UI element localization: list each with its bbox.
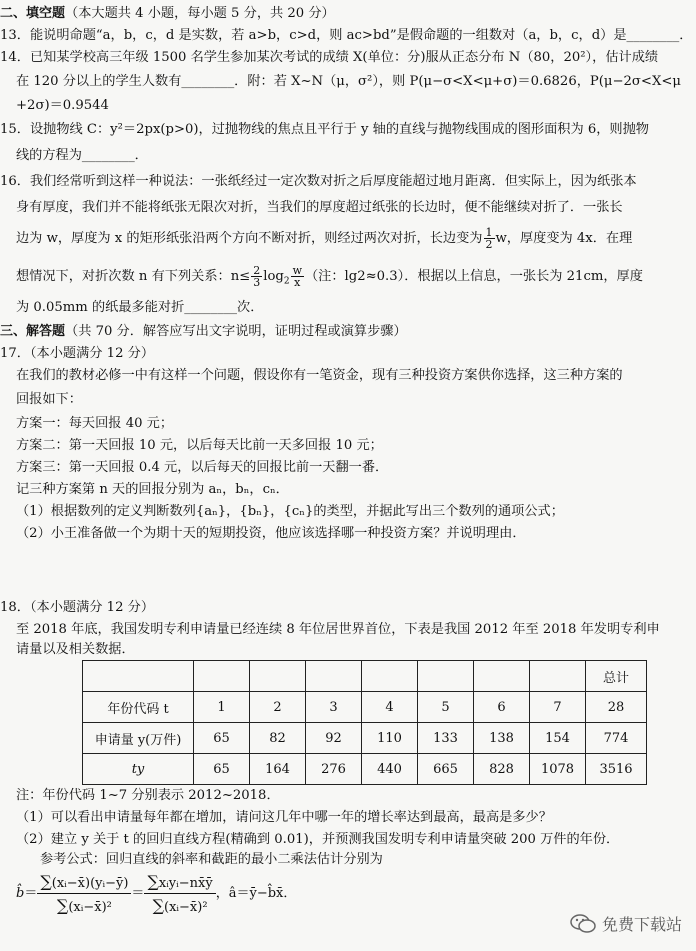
table-cell: 5 xyxy=(418,692,474,723)
patent-data-table xyxy=(82,660,647,785)
frac-denominator: 2 xyxy=(485,238,493,251)
q18-line1: 至 2018 年底，我国发明专利申请量已经连续 8 年位居世界首位，下表是我国 2012 年至 2018 年发明专利申 xyxy=(16,622,660,637)
equals: ＝ xyxy=(24,886,38,901)
table-cell-total: 28 xyxy=(586,692,647,723)
q16-log: log xyxy=(263,269,284,284)
q17-plan3: 方案三：第一天回报 0.4 元，以后每天的回报比前一天翻一番． xyxy=(16,460,389,475)
q17-head: 17．（本小题满分 12 分） xyxy=(0,346,155,361)
table-header-total: 总计 xyxy=(586,661,647,692)
frac-denominator: x xyxy=(294,276,301,289)
fraction-covariance xyxy=(37,872,131,915)
q18-sub1: （1）可以看出申请量每年都在增加，请问这几年中哪一年的增长率达到最高，最高是多少？ xyxy=(16,810,552,825)
q16-line2: 身有厚度，我们并不能将纸张无限次对折，当我们的厚度超过纸张的长边时，便不能继续对折了．一张长 xyxy=(16,200,623,215)
formula-tail: ，â＝ȳ−b̂x̄． xyxy=(215,886,297,901)
section2-heading xyxy=(0,4,690,24)
frac-numerator: 1 xyxy=(485,226,493,239)
table-cell: 828 xyxy=(474,754,530,785)
table-cell: 440 xyxy=(362,754,418,785)
table-cell: 164 xyxy=(250,754,306,785)
q17-note: 记三种方案第 n 天的回报分别为 aₙ，bₙ，cₙ． xyxy=(16,482,289,497)
q17-line2: 回报如下： xyxy=(16,392,82,407)
frac-numerator xyxy=(144,872,215,894)
q17-sub2: （2）小王准备做一个为期十天的短期投资，他应该选择哪一种投资方案？并说明理由． xyxy=(16,526,526,541)
q14-line2: 在 120 分以上的学生人数有________．附：若 X~N（μ，σ²），则 P(μ−σ<X<μ+σ)＝0.6826，P(μ−2σ<X<μ xyxy=(16,74,681,89)
table-cell: 3 xyxy=(306,692,362,723)
q16-line4 xyxy=(16,262,696,297)
table-cell: 65 xyxy=(194,754,250,785)
section3-title: 三、解答题 xyxy=(0,324,66,339)
sum-term: (xᵢ−x̄)² xyxy=(164,900,208,915)
table-cell: 6 xyxy=(474,692,530,723)
q18-note: 注：年份代码 1~7 分别表示 2012~2018． xyxy=(16,788,280,803)
table-cell: 1078 xyxy=(530,754,586,785)
frac-numerator xyxy=(37,872,131,894)
q16-line4-a: 想情况下，对折次数 n 有下列关系：n≤ xyxy=(16,269,251,284)
table-cell: 665 xyxy=(418,754,474,785)
table-cell xyxy=(306,661,362,692)
sigma-icon: ∑ xyxy=(56,896,69,915)
frac-denominator: 3 xyxy=(253,276,261,289)
table-cell: 154 xyxy=(530,723,586,754)
b-hat: b̂ xyxy=(16,886,25,901)
fraction-one-half xyxy=(484,227,495,250)
q17-plan1: 方案一：每天回报 40 元； xyxy=(16,416,174,431)
sigma-icon: ∑ xyxy=(152,896,165,915)
table-cell: 110 xyxy=(362,723,418,754)
row-label: 申请量 y(万件) xyxy=(83,723,194,754)
q18-head: 18．（本小题满分 12 分） xyxy=(0,600,155,615)
table-cell: 138 xyxy=(474,723,530,754)
q13-text: 13．能说明命题“a，b，c，d 是实数，若 a>b，c>d，则 ac>bd”是假命题的一组数对（a，b，c，d）是________． xyxy=(0,28,693,43)
q14-line3: +2σ)＝0.9544 xyxy=(16,98,109,113)
table-cell-total: 774 xyxy=(586,723,647,754)
q14-line1: 14．已知某学校高三年级 1500 名学生参加某次考试的成绩 X(单位：分)服从正态分布 N（80，20²），估计成绩 xyxy=(0,50,659,65)
fraction-w-over-x xyxy=(291,265,304,288)
row-label: ty xyxy=(83,754,194,785)
q18-sub2: （2）建立 y 关于 t 的回归直线方程(精确到 0.01)，并预测我国发明专利申请量突破 200 万件的年份． xyxy=(16,832,620,847)
table-cell xyxy=(194,661,250,692)
table-cell: 1 xyxy=(194,692,250,723)
q16-line3 xyxy=(16,224,696,254)
section3-note: （共 70 分．解答应写出文字说明，证明过程或演算步骤） xyxy=(65,324,407,339)
regression-formula xyxy=(16,872,346,947)
table-row xyxy=(83,723,647,754)
q15-line2: 线的方程为________． xyxy=(16,148,148,163)
sum-term: xᵢyᵢ−nx̄ȳ xyxy=(158,876,213,891)
q16-log-base: 2 xyxy=(283,276,290,287)
table-cell xyxy=(362,661,418,692)
table-cell xyxy=(250,661,306,692)
q16-line4-c: （注：lg2≈0.3）．根据以上信息，一张长为 21cm，厚度 xyxy=(305,269,643,284)
table-cell: 4 xyxy=(362,692,418,723)
table-cell xyxy=(83,661,194,692)
frac-numerator: 2 xyxy=(253,264,261,277)
table-cell: 7 xyxy=(530,692,586,723)
frac-denominator xyxy=(144,894,215,915)
frac-numerator: w xyxy=(292,264,302,277)
sigma-icon: ∑ xyxy=(147,872,159,891)
section3-heading xyxy=(0,322,690,342)
table-cell: 2 xyxy=(250,692,306,723)
q16-line3-a: 边为 w，厚度为 x 的矩形纸张沿两个方向不断对折，则经过两次对折，长边变为 xyxy=(16,231,483,246)
q17-plan2: 方案二：第一天回报 10 元，以后每天比前一天多回报 10 元； xyxy=(16,438,383,453)
q16-line1: 16．我们经常听到这样一种说法：一张纸经过一定次数对折之后厚度能超过地月距离．但实际上，因为纸张本 xyxy=(0,174,637,189)
sum-term: (xᵢ−x̄)(yᵢ−ȳ) xyxy=(51,876,129,891)
q15-line1: 15．设抛物线 C：y²＝2px(p>0)，过抛物线的焦点且平行于 y 轴的直线与抛物线围成的图形面积为 6，则抛物 xyxy=(0,122,649,137)
table-cell-total: 3516 xyxy=(586,754,647,785)
q16-line5: 为 0.05mm 的纸最多能对折________次． xyxy=(16,300,264,315)
fraction-alt xyxy=(144,872,215,915)
sum-term: (xᵢ−x̄)² xyxy=(68,900,112,915)
q18-ref: 参考公式：回归直线的斜率和截距的最小二乘法估计分别为 xyxy=(40,852,383,867)
table-cell xyxy=(418,661,474,692)
table-cell xyxy=(474,661,530,692)
table-cell: 276 xyxy=(306,754,362,785)
frac-denominator xyxy=(37,894,131,915)
fraction-two-thirds xyxy=(251,265,262,288)
table-cell xyxy=(530,661,586,692)
table-cell: 133 xyxy=(418,723,474,754)
equals: ＝ xyxy=(131,886,145,901)
table-cell: 65 xyxy=(194,723,250,754)
table-row xyxy=(83,692,647,723)
section2-note: （本大题共 4 小题，每小题 5 分，共 20 分） xyxy=(65,6,335,21)
q16-line3-b: w，厚度变为 4x．在理 xyxy=(495,231,633,246)
table-header-row xyxy=(83,661,647,692)
q17-line1: 在我们的教材必修一中有这样一个问题，假设你有一笔资金，现有三种投资方案供你选择，这三种方案的 xyxy=(16,368,623,383)
section2-title: 二、填空题 xyxy=(0,6,66,21)
watermark xyxy=(570,912,682,935)
q18-line2: 请量以及相关数据． xyxy=(16,642,135,657)
table-cell: 92 xyxy=(306,723,362,754)
wechat-icon xyxy=(570,914,596,934)
table-cell: 82 xyxy=(250,723,306,754)
sigma-icon: ∑ xyxy=(40,872,52,891)
watermark-text: 免费下载站 xyxy=(601,915,682,934)
row-label: 年份代码 t xyxy=(83,692,194,723)
table-row xyxy=(83,754,647,785)
q17-sub1: （1）根据数列的定义判断数列{aₙ}，{bₙ}，{cₙ}的类型，并据此写出三个数列的通项公式； xyxy=(16,504,564,519)
